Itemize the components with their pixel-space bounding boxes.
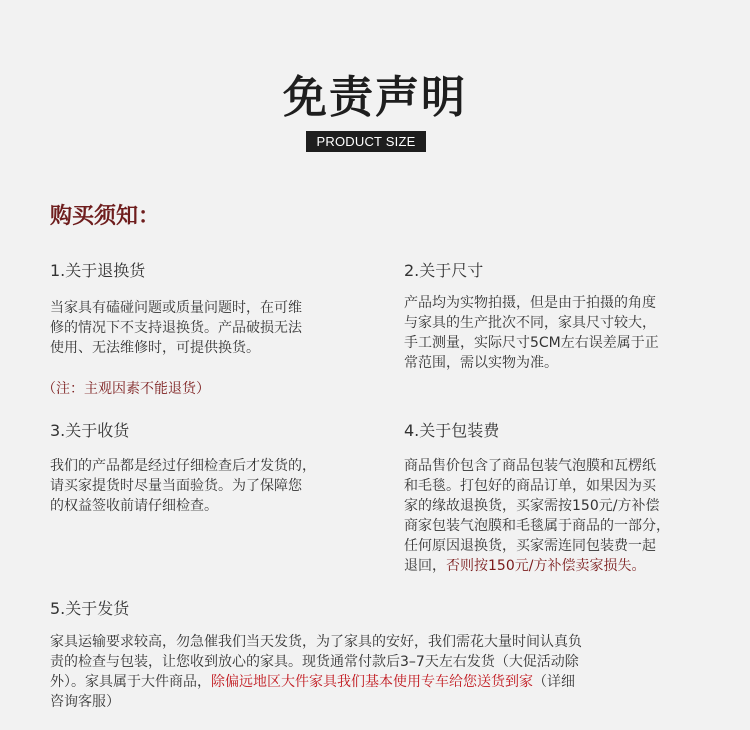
page-title: 免责声明: [283, 72, 467, 123]
section-receiving-line: 我们的产品都是经过仔细检查后才发货的，: [50, 458, 316, 474]
section-shipping-line: 咨询客服）: [50, 694, 120, 710]
section-packaging-line: 商品售价包含了商品包装气泡膜和瓦楞纸: [404, 458, 656, 474]
section-returns-line: 修的情况下不支持退换货。产品破损无法: [50, 320, 302, 336]
purchase-notice-heading: 购买须知：: [50, 204, 161, 229]
section-packaging-last-line: [404, 556, 744, 576]
section-size-heading: 2.关于尺寸: [404, 261, 484, 280]
section-receiving-line: 请买家提货时尽量当面验货。为了保障您: [50, 478, 302, 494]
section-packaging-penalty: 否则按150元/方补偿卖家损失。: [446, 558, 646, 574]
section-shipping-line: 家具运输要求较高，勿急催我们当天发货，为了家具的安好，我们需花大量时间认真负: [50, 634, 582, 650]
section-size-line: 常范围，需以实物为准。: [404, 355, 558, 371]
section-packaging-line: 商家包装气泡膜和毛毯属于商品的一部分，: [404, 518, 670, 534]
section-receiving-line: 的权益签收前请仔细检查。: [50, 498, 218, 514]
section-size-line: 与家具的生产批次不同，家具尺寸较大，: [404, 315, 656, 331]
product-size-tag: PRODUCT SIZE: [306, 131, 426, 152]
section-packaging-last-plain: 退回，: [404, 558, 446, 574]
section-packaging-line: 任何原因退换货，买家需连同包装费一起: [404, 538, 656, 554]
section-size-body: [404, 293, 734, 373]
section-returns-note: （注：主观因素不能退货）: [42, 381, 210, 397]
section-size-line: 手工测量，实际尺寸5CM左右误差属于正: [404, 335, 659, 351]
section-returns-heading: 1.关于退换货: [50, 261, 146, 280]
section-shipping-line: [50, 672, 740, 692]
section-size-line: 产品均为实物拍摄，但是由于拍摄的角度: [404, 295, 656, 311]
section-receiving-body: [50, 456, 390, 516]
section-receiving-heading: 3.关于收货: [50, 421, 130, 440]
section-returns-line: 使用、无法维修时，可提供换货。: [50, 340, 260, 356]
section-packaging-line: 家的缘故退换货，买家需按150元/方补偿: [404, 498, 660, 514]
section-packaging-line: 和毛毯。打包好的商品订单，如果因为买: [404, 478, 656, 494]
section-shipping-line: 责的检查与包装，让您收到放心的家具。现货通常付款后3–7天左右发货（大促活动除: [50, 654, 579, 670]
section-shipping-text: 外）。家具属于大件商品，: [50, 674, 211, 690]
section-returns-line: 当家具有磕碰问题或质量问题时，在可维: [50, 300, 302, 316]
section-shipping-body: [50, 632, 740, 712]
section-shipping-text: （详细: [533, 674, 575, 690]
section-packaging-heading: 4.关于包装费: [404, 421, 500, 440]
section-returns-body: [50, 298, 380, 358]
section-packaging-body: [404, 456, 744, 576]
section-shipping-heading: 5.关于发货: [50, 599, 130, 618]
section-shipping-delivery-highlight: 除偏远地区大件家具我们基本使用专车给您送货到家: [211, 674, 533, 690]
